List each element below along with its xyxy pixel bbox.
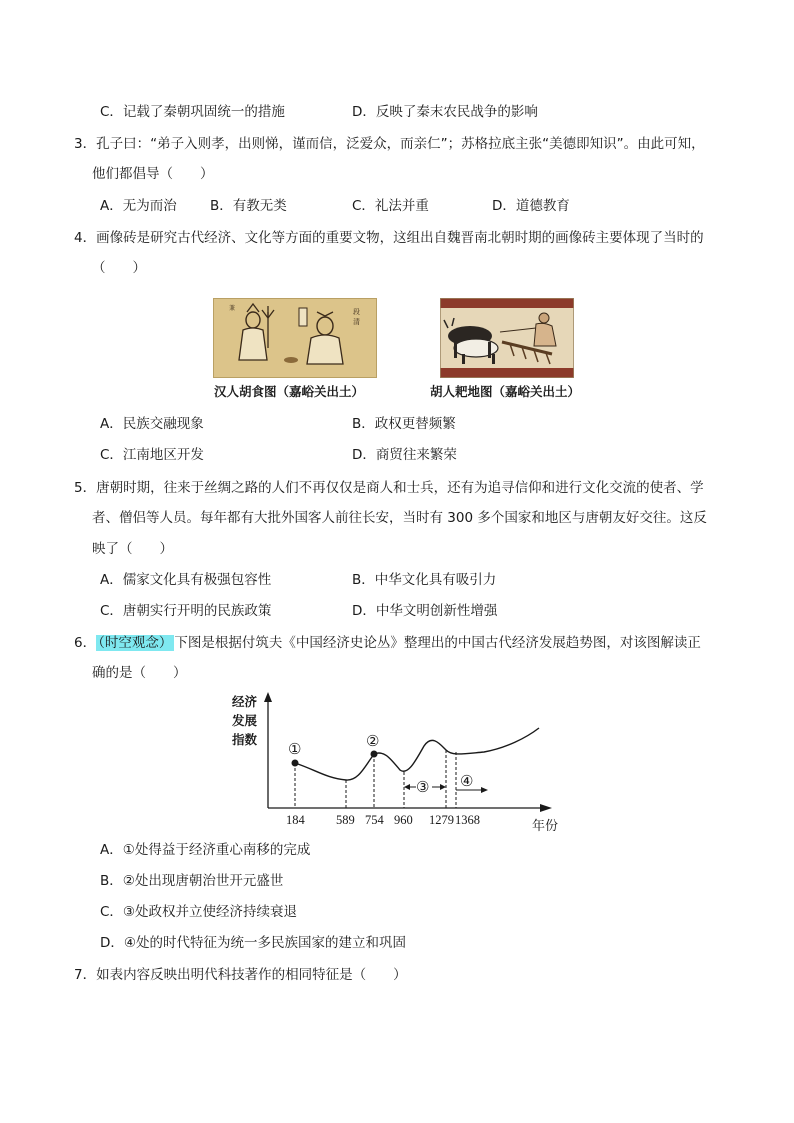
chart-marker-2: ② — [366, 734, 380, 750]
chart-marker-1: ① — [288, 742, 302, 758]
q4-option-d: D．商贸往来繁荣 — [352, 447, 457, 463]
q6-number: 6． — [74, 635, 97, 651]
q4-option-b: B．政权更替频繁 — [352, 416, 456, 432]
q7-stem-line1: 7．如表内容反映出明代科技著作的相同特征是（ ） — [74, 967, 407, 983]
q2-option-d: D．反映了秦末农民战争的影响 — [352, 104, 538, 120]
chart-point-1 — [292, 760, 299, 767]
q6-option-b: B．②处出现唐朝治世开元盛世 — [100, 873, 284, 889]
chart-point-2 — [371, 751, 378, 758]
chart-xtick-1279: 1279 — [429, 813, 454, 827]
chart-xtick-754: 754 — [365, 813, 384, 827]
chart-ylabel-line3: 指数 — [232, 733, 258, 747]
q5-stem-line3: 映了（ ） — [92, 541, 173, 557]
svg-text:段: 段 — [353, 308, 360, 316]
chart-xlabel: 年份 — [532, 818, 559, 833]
svg-text:兼: 兼 — [229, 306, 236, 312]
chart-y-axis-arrow — [264, 692, 272, 702]
q3-stem-line1: 3．孔子曰：“弟子入则孝，出则悌，谨而信，泛爱众，而亲仁”；苏格拉底主张“美德即知识”。由此可知， — [74, 136, 705, 152]
q4-option-a: A．民族交融现象 — [100, 416, 204, 432]
chart-range-3-arrow-right — [440, 784, 446, 790]
chart-xtick-960: 960 — [394, 813, 413, 827]
caption-han-eating: 汉人胡食图（嘉峪关出土） — [214, 384, 365, 399]
chart-xtick-1368: 1368 — [455, 813, 480, 827]
chart-ylabel-line1: 经济 — [232, 695, 258, 709]
chart-range-4-arrow — [481, 787, 488, 793]
q6-option-a: A．①处得益于经济重心南移的完成 — [100, 842, 311, 858]
chart-xtick-184: 184 — [286, 813, 305, 827]
q5-option-a: A．儒家文化具有极强包容性 — [100, 572, 272, 588]
chart-xtick-589: 589 — [336, 813, 355, 827]
caption-harrowing: 胡人耙地图（嘉峪关出土） — [430, 384, 581, 399]
q5-stem-line2: 者、僧侣等人员。每年都有大批外国客人前往长安，当时有 300 多个国家和地区与唐朝友好交往。这反 — [92, 510, 707, 526]
brick-painting-harrowing — [440, 298, 574, 378]
q5-option-b: B．中华文化具有吸引力 — [352, 572, 497, 588]
q3-stem-line2: 他们都倡导（ ） — [92, 166, 214, 182]
q6-option-d: D．④处的时代特征为统一多民族国家的建立和巩固 — [100, 935, 406, 951]
q6-stem-line2: 确的是（ ） — [92, 665, 187, 681]
q6-option-c: C．③处政权并立使经济持续衰退 — [100, 904, 298, 920]
q3-option-b: B．有教无类 — [210, 198, 287, 214]
q4-stem-line1: 4．画像砖是研究古代经济、文化等方面的重要文物，这组出自魏晋南北朝时期的画像砖主要体现了当时的 — [74, 230, 704, 246]
chart-marker-3: ③ — [416, 780, 430, 796]
chart-trend-curve — [295, 728, 539, 780]
q3-option-a: A．无为而治 — [100, 198, 177, 214]
chart-range-3-arrow-left — [404, 784, 410, 790]
economy-trend-chart — [226, 688, 596, 836]
q6-stem-line1 — [74, 633, 701, 653]
q3-option-c: C．礼法并重 — [352, 198, 429, 214]
chart-marker-4: ④ — [460, 774, 474, 790]
q3-option-d: D．道德教育 — [492, 198, 570, 214]
brick-painting-han-eating — [213, 298, 377, 378]
q6-tag-badge: （时空观念） — [98, 635, 173, 651]
q4-option-c: C．江南地区开发 — [100, 447, 204, 463]
q2-option-c: C．记载了秦朝巩固统一的措施 — [100, 104, 285, 120]
chart-ylabel-line2: 发展 — [232, 714, 258, 728]
q6-stem-text: 下图是根据付筑夫《中国经济史论丛》整理出的中国古代经济发展趋势图，对该图解读正 — [174, 635, 701, 651]
svg-text:清: 清 — [353, 318, 360, 326]
q5-stem-line1: 5．唐朝时期，往来于丝绸之路的人们不再仅仅是商人和士兵，还有为追寻信仰和进行文化交流的使者、学 — [74, 480, 704, 496]
chart-x-axis-arrow — [540, 804, 552, 812]
q5-option-d: D．中华文明创新性增强 — [352, 603, 498, 619]
q5-option-c: C．唐朝实行开明的民族政策 — [100, 603, 272, 619]
q4-stem-line2: （ ） — [92, 260, 146, 276]
